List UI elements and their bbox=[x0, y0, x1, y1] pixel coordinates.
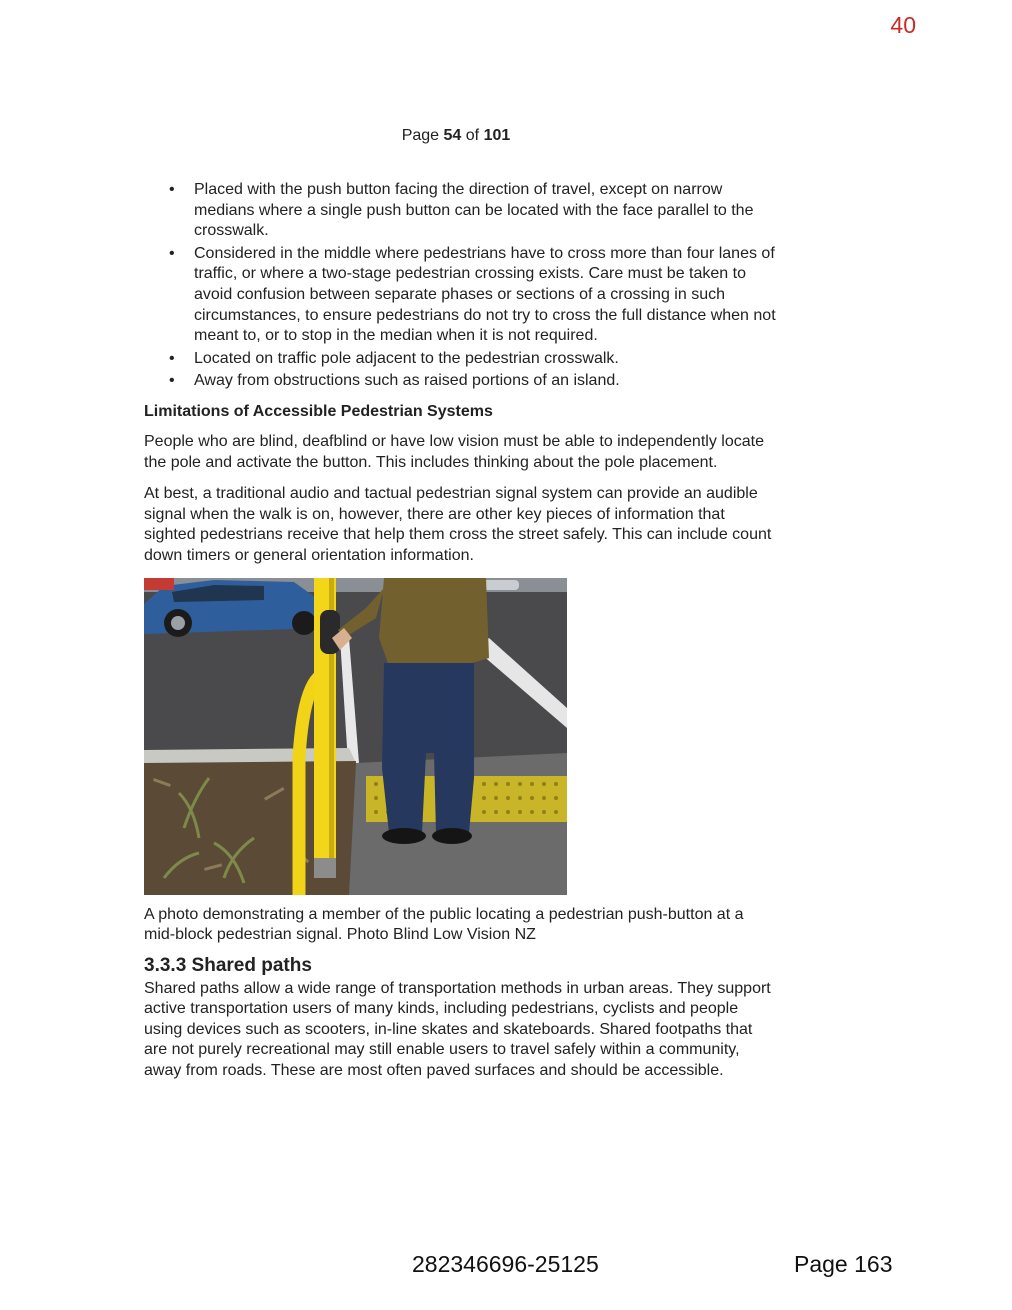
limitations-heading: Limitations of Accessible Pedestrian Systems bbox=[144, 402, 493, 420]
page-of-middle: of bbox=[465, 127, 480, 144]
footer-page-number: Page 163 bbox=[794, 1251, 893, 1277]
bullet-item: • Placed with the push button facing the direction of travel, except on narrow medians where a single push button can be located with the face parallel to the crosswalk. bbox=[194, 180, 776, 242]
pedestrian-push-button-photo bbox=[144, 578, 567, 895]
bullet-item: • Located on traffic pole adjacent to the pedestrian crosswalk. bbox=[194, 349, 776, 370]
section-heading: 3.3.3 Shared paths bbox=[144, 954, 312, 976]
page-of-prefix: Page bbox=[401, 127, 440, 144]
footer-document-id: 282346696-25125 bbox=[412, 1251, 599, 1277]
placement-bullet-list bbox=[144, 180, 776, 392]
page-of-current: 54 bbox=[443, 127, 462, 144]
bullet-item: • Considered in the middle where pedestrians have to cross more than four lanes of traffic, or where a two-stage pedestrian crossing exists. Care must be taken to avoid confusion between separate phases or sections of a crossing in such circumstances, to ensure pedestrians do not try to cross the full distance when not meant to, or to stop in the median when it is not required. bbox=[194, 244, 776, 347]
bullet-item: • Away from obstructions such as raised portions of an island. bbox=[194, 371, 776, 392]
page-stamp-number: 40 bbox=[890, 12, 916, 38]
document-body bbox=[144, 180, 776, 1093]
page-of-total: 101 bbox=[483, 127, 511, 144]
figure-caption: A photo demonstrating a member of the public locating a pedestrian push-button at a mid-block pedestrian signal. Photo Blind Low Vision NZ bbox=[144, 905, 744, 944]
page-of-indicator bbox=[0, 127, 912, 145]
section-paragraph: Shared paths allow a wide range of transportation methods in urban areas. They support active transportation users of many kinds, including pedestrians, cyclists and people using devices such as scooters, in-line skates and skateboards. Shared footpaths that are not purely recreational may still enable users to travel safely within a community, away from roads. These are most often paved surfaces and should be accessible. bbox=[144, 979, 771, 1080]
limitations-paragraph: At best, a traditional audio and tactual pedestrian signal system can provide an audible signal when the walk is on, however, there are other key pieces of information that sighted pedestrians receive that help them cross the street safely. This can include count down timers or general orientation information. bbox=[144, 485, 772, 564]
limitations-paragraph: People who are blind, deafblind or have low vision must be able to independently locate the pole and activate the button. This includes thinking about the pole placement. bbox=[144, 432, 764, 471]
